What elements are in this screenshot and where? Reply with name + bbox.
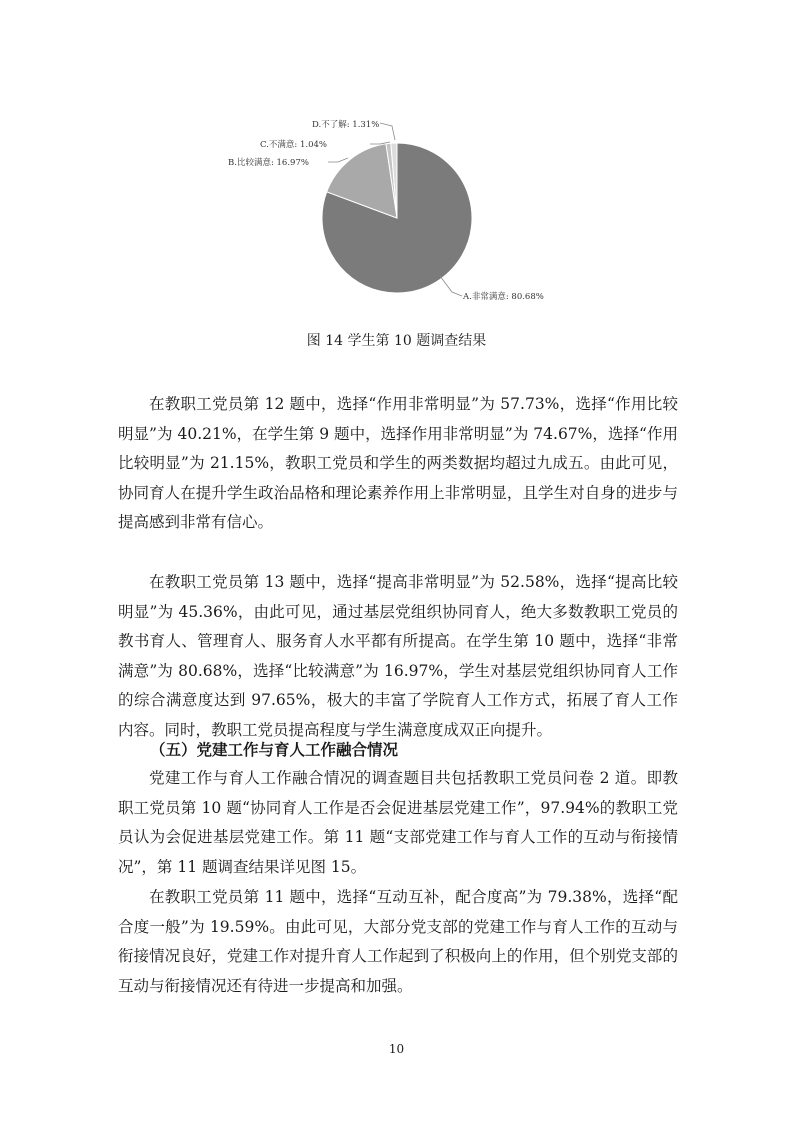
leader-line-d: [380, 123, 395, 140]
slice-label-b: B.比较满意: 16.97%: [228, 158, 309, 168]
page-number: 10: [388, 1042, 405, 1056]
paragraph-3: 党建工作与育人工作融合情况的调查题目共包括教职工党员问卷 2 道。即教职工党员第 10 题“协同育人工作是否会促进基层党建工作”，97.94%的教职工党员认为会促进基层党建工作。第 11 题“支部党建工作与育人工作的互动与衔接情况”，第 11 题调查结果详见图 15。: [118, 769, 678, 876]
section-heading: （五）党建工作与育人工作融合情况: [150, 740, 399, 759]
paragraph-2: 在教职工党员第 13 题中，选择“提高非常明显”为 52.58%，选择“提高比较明显”为 45.36%，由此可见，通过基层党组织协同育人，绝大多数教职工党员的教书育人、管理育人、服务育人水平都有所提高。在学生第 10 题中，选择“非常满意”为 80.68%，选择“比较满意”为 16.97%，学生对基层党组织协同育人工作的综合满意度达到 97.65%，极大的丰富了学院育人工作方式，拓展了育人工作内容。同时，教职工党员提高程度与学生满意度成双正向提升。: [118, 573, 678, 739]
slice-label-d: D.不了解: 1.31%: [312, 120, 380, 130]
leader-line-a: [440, 276, 462, 296]
figure-caption: 图 14 学生第 10 题调查结果: [306, 333, 487, 349]
paragraph-4: 在教职工党员第 11 题中，选择“互动互补，配合度高”为 79.38%，选择“配合度一般”为 19.59%。由此可见，大部分党支部的党建工作与育人工作的互动与衔接情况良好，党建工作对提升育人工作起到了积极向上的作用，但个别党支部的互动与衔接情况还有待进一步提高和加强。: [118, 888, 678, 995]
slice-label-c: C.不满意: 1.04%: [260, 140, 327, 150]
paragraph-1: 在教职工党员第 12 题中，选择“作用非常明显”为 57.73%，选择“作用比较明显”为 40.21%，在学生第 9 题中，选择作用非常明显”为 74.67%，选择“作用比较明显”为 21.15%，教职工党员和学生的两类数据均超过九成五。由此可见，协同育人在提升学生政治品格和理论素养作用上非常明显，且学生对自身的进步与提高感到非常有信心。: [118, 395, 678, 531]
pie-chart: [200, 100, 580, 315]
leader-line-b: [328, 158, 348, 162]
slice-label-a: A.非常满意: 80.68%: [463, 292, 544, 302]
